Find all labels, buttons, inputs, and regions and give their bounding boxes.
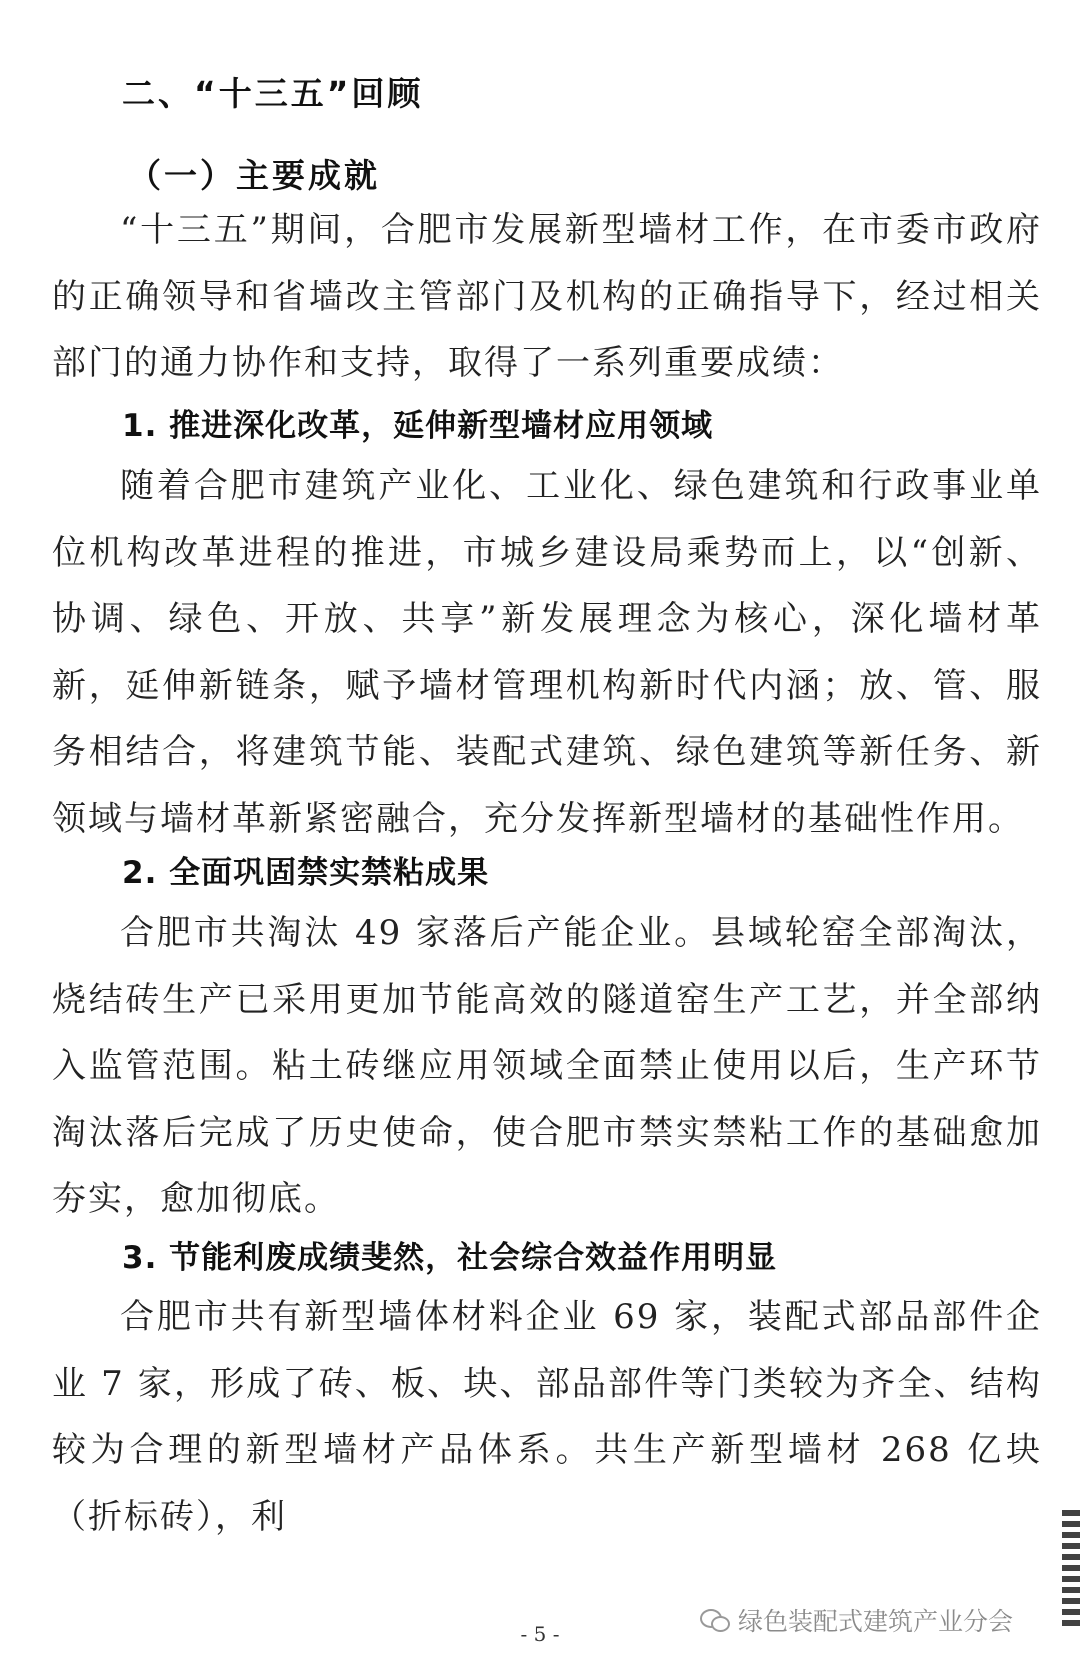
qr-code-fragment — [1062, 1506, 1080, 1626]
wechat-icon — [700, 1607, 730, 1633]
watermark — [700, 1600, 1013, 1640]
item-1-heading: 1. 推进深化改革，延伸新型墙材应用领域 — [122, 408, 714, 444]
subsection-heading: （一）主要成就 — [128, 156, 380, 195]
intro-paragraph: “十三五”期间，合肥市发展新型墙材工作，在市委市政府的正确领导和省墙改主管部门及机构的正确指导下，经过相关部门的通力协作和支持，取得了一系列重要成绩： — [52, 210, 1042, 383]
item-3-heading: 3. 节能利废成绩斐然，社会综合效益作用明显 — [122, 1240, 778, 1276]
item-1-paragraph: 随着合肥市建筑产业化、工业化、绿色建筑和行政事业单位机构改革进程的推进，市城乡建设局乘势而上，以“创新、协调、绿色、开放、共享”新发展理念为核心，深化墙材革新，延伸新链条，赋予墙材管理机构新时代内涵；放、管、服务相结合，将建筑节能、装配式建筑、绿色建筑等新任务、新领域与墙材革新紧密融合，充分发挥新型墙材的基础性作用。 — [52, 466, 1042, 839]
item-3-paragraph: 合肥市共有新型墙体材料企业 69 家，装配式部品部件企业 7 家，形成了砖、板、块、部品部件等门类较为齐全、结构较为合理的新型墙材产品体系。共生产新型墙材 268 亿块（折标砖），利 — [52, 1297, 1042, 1537]
page-number: - 5 - — [520, 1622, 560, 1646]
item-2-heading: 2. 全面巩固禁实禁粘成果 — [122, 855, 490, 891]
watermark-text: 绿色装配式建筑产业分会 — [738, 1607, 1014, 1636]
section-heading: 二、“十三五”回顾 — [122, 74, 424, 113]
item-2-paragraph: 合肥市共淘汰 49 家落后产能企业。县域轮窑全部淘汰，烧结砖生产已采用更加节能高效的隧道窑生产工艺，并全部纳入监管范围。粘土砖继应用领域全面禁止使用以后，生产环节淘汰落后完成了历史使命，使合肥市禁实禁粘工作的基础愈加夯实，愈加彻底。 — [52, 913, 1042, 1219]
